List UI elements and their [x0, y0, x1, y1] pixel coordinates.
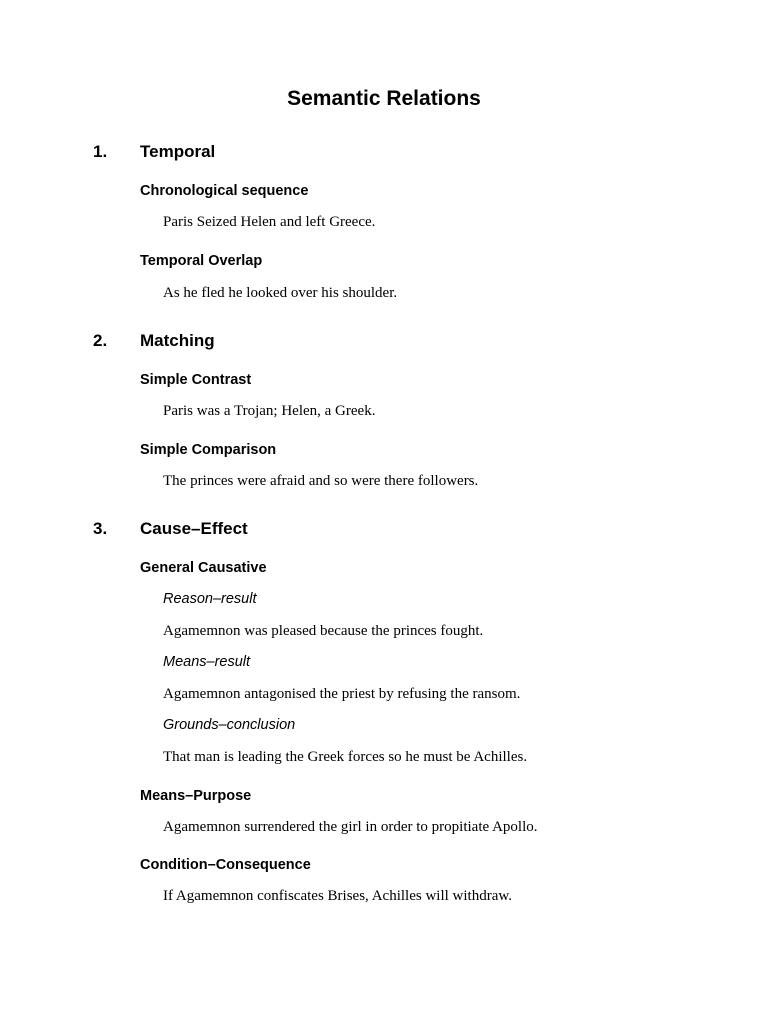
section-heading: Cause–Effect — [140, 519, 248, 538]
example-sentence: Agamemnon was pleased because the princes fought. — [163, 623, 484, 639]
example-sentence: The princes were afraid and so were there followers. — [163, 473, 479, 489]
section-number: 1. — [93, 142, 108, 161]
page-title: Semantic Relations — [287, 87, 481, 110]
section-heading: Temporal — [140, 142, 216, 161]
relation-type-label: Reason–result — [163, 591, 257, 607]
subsection-heading: Condition–Consequence — [140, 857, 311, 873]
example-sentence: Paris Seized Helen and left Greece. — [163, 214, 376, 230]
section-number: 3. — [93, 519, 108, 538]
relation-type-label: Means–result — [163, 654, 251, 670]
example-sentence: Agamemnon surrendered the girl in order to propitiate Apollo. — [163, 819, 538, 835]
relation-type-label: Grounds–conclusion — [163, 717, 296, 733]
section-number: 2. — [93, 331, 108, 350]
section-heading: Matching — [140, 331, 215, 350]
example-sentence: As he fled he looked over his shoulder. — [163, 285, 398, 301]
subsection-heading: Simple Contrast — [140, 372, 252, 388]
example-sentence: Agamemnon antagonised the priest by refusing the ransom. — [163, 686, 521, 702]
example-sentence: If Agamemnon confiscates Brises, Achilles will withdraw. — [163, 888, 512, 904]
subsection-heading: General Causative — [140, 560, 267, 576]
subsection-heading: Simple Comparison — [140, 442, 277, 458]
subsection-heading: Chronological sequence — [140, 183, 309, 199]
subsection-heading: Temporal Overlap — [140, 253, 263, 269]
subsection-heading: Means–Purpose — [140, 788, 252, 804]
example-sentence: Paris was a Trojan; Helen, a Greek. — [163, 403, 376, 419]
example-sentence: That man is leading the Greek forces so he must be Achilles. — [163, 749, 528, 765]
